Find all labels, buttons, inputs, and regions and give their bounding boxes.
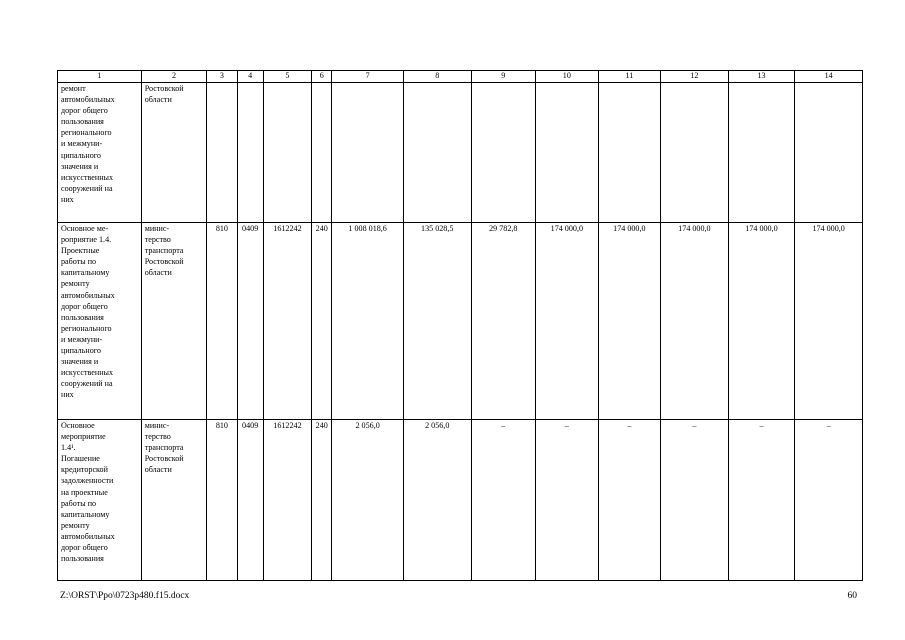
- value-cell: [403, 83, 471, 223]
- value-cell: 174 000,0: [661, 223, 729, 420]
- column-number-row: [58, 71, 863, 83]
- column-number: 13: [728, 71, 795, 83]
- column-number: 12: [661, 71, 729, 83]
- activity-name-cell: ремонт автомобильных дорог общего пользования регионального и межмуни- ципального значения и искусственных сооружений на них: [58, 83, 142, 223]
- value-cell: 135 028,5: [403, 223, 471, 420]
- expense-type-cell: [312, 83, 332, 223]
- executor-cell: минис- терство транспорта Ростовской области: [141, 420, 207, 581]
- column-number: 3: [207, 71, 237, 83]
- activity-name-cell: Основное мероприятие 1.4¹. Погашение кредиторской задолженности на проектные работы по капитальному ремонту автомобильных дорог общего пользования: [58, 420, 142, 581]
- value-cell: [332, 83, 404, 223]
- value-cell: 2 056,0: [332, 420, 404, 581]
- grbs-code-cell: 810: [207, 420, 237, 581]
- value-cell: [795, 83, 863, 223]
- value-cell: –: [795, 420, 863, 581]
- column-number: 4: [237, 71, 263, 83]
- grbs-code-cell: [207, 83, 237, 223]
- column-number: 2: [141, 71, 207, 83]
- value-cell: 174 000,0: [728, 223, 795, 420]
- column-number: 14: [795, 71, 863, 83]
- column-number: 11: [598, 71, 661, 83]
- grbs-code-cell: 810: [207, 223, 237, 420]
- table-row: [58, 223, 863, 420]
- value-cell: –: [728, 420, 795, 581]
- executor-cell: минис- терство транспорта Ростовской области: [141, 223, 207, 420]
- value-cell: 29 782,8: [471, 223, 536, 420]
- executor-cell: Ростовской области: [141, 83, 207, 223]
- value-cell: 2 056,0: [403, 420, 471, 581]
- page-number: 60: [847, 591, 857, 601]
- value-cell: [598, 83, 661, 223]
- section-code-cell: [237, 83, 263, 223]
- target-article-cell: [263, 83, 311, 223]
- expense-type-cell: 240: [312, 420, 332, 581]
- value-cell: [728, 83, 795, 223]
- table-row: [58, 420, 863, 581]
- value-cell: –: [471, 420, 536, 581]
- column-number: 1: [58, 71, 142, 83]
- value-cell: 1 008 018,6: [332, 223, 404, 420]
- value-cell: 174 000,0: [795, 223, 863, 420]
- value-cell: [536, 83, 599, 223]
- table-row: [58, 83, 863, 223]
- target-article-cell: 1612242: [263, 420, 311, 581]
- column-number: 7: [332, 71, 404, 83]
- column-number: 8: [403, 71, 471, 83]
- value-cell: 174 000,0: [536, 223, 599, 420]
- footer-file-path: Z:\ORST\Ppo\0723p480.f15.docx: [60, 591, 190, 601]
- budget-table: [57, 70, 863, 581]
- value-cell: –: [661, 420, 729, 581]
- target-article-cell: 1612242: [263, 223, 311, 420]
- section-code-cell: 0409: [237, 223, 263, 420]
- column-number: 10: [536, 71, 599, 83]
- value-cell: [471, 83, 536, 223]
- column-number: 6: [312, 71, 332, 83]
- value-cell: –: [536, 420, 599, 581]
- column-number: 5: [263, 71, 311, 83]
- value-cell: 174 000,0: [598, 223, 661, 420]
- activity-name-cell: Основное ме- роприятие 1.4. Проектные работы по капитальному ремонту автомобильных дорог общего пользования регионального и межмуни- ципального значения и искусственных сооружений на них: [58, 223, 142, 420]
- value-cell: –: [598, 420, 661, 581]
- value-cell: [661, 83, 729, 223]
- expense-type-cell: 240: [312, 223, 332, 420]
- column-number: 9: [471, 71, 536, 83]
- section-code-cell: 0409: [237, 420, 263, 581]
